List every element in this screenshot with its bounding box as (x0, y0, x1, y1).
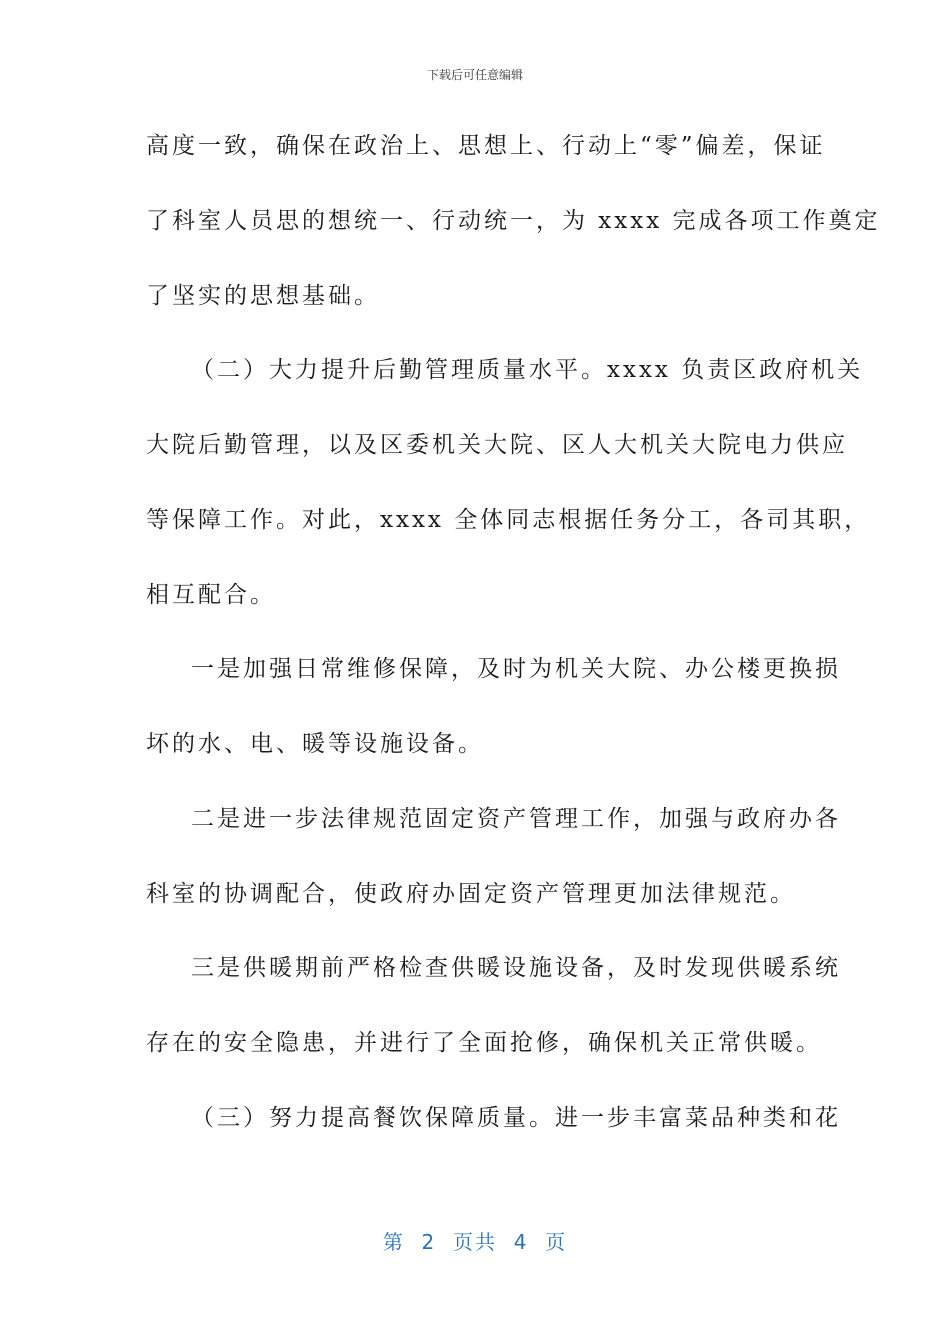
paragraph-start-line: 二是进一步法律规范固定资产管理工作，加强与政府办各 (191, 806, 841, 832)
text-line: 大院后勤管理，以及区委机关大院、区人大机关大院电力供应 (146, 432, 848, 458)
paragraph-start-line: 一是加强日常维修保障，及时为机关大院、办公楼更换损 (191, 656, 841, 682)
paragraph-start-line: 三是供暖期前严格检查供暖设施设备，及时发现供暖系统 (191, 955, 841, 981)
text-line: 高度一致，确保在政治上、思想上、行动上“零”偏差，保证 (146, 133, 826, 159)
text-line: 科室的协调配合，使政府办固定资产管理更加法律规范。 (146, 881, 796, 907)
text-line: 相互配合。 (146, 582, 276, 608)
text-line: 存在的安全隐患，并进行了全面抢修，确保机关正常供暖。 (146, 1030, 822, 1056)
text-line: 坏的水、电、暖等设施设备。 (146, 731, 484, 757)
paragraph-start-line: （三）努力提高餐饮保障质量。进一步丰富菜品种类和花 (191, 1105, 841, 1131)
paragraph-start-line: （二）大力提升后勤管理质量水平。xxxx 负责区政府机关 (191, 357, 864, 383)
page-number-label: 第 2 页共 4 页 (382, 1230, 568, 1254)
text-line: 了科室人员思的想统一、行动统一，为 xxxx 完成各项工作奠定 (146, 208, 881, 234)
text-line: 等保障工作。对此，xxxx 全体同志根据任务分工，各司其职， (146, 507, 871, 533)
page-number-footer (0, 1226, 950, 1255)
text-line: 了坚实的思想基础。 (146, 283, 380, 309)
header-note: 下载后可任意编辑 (426, 68, 523, 82)
